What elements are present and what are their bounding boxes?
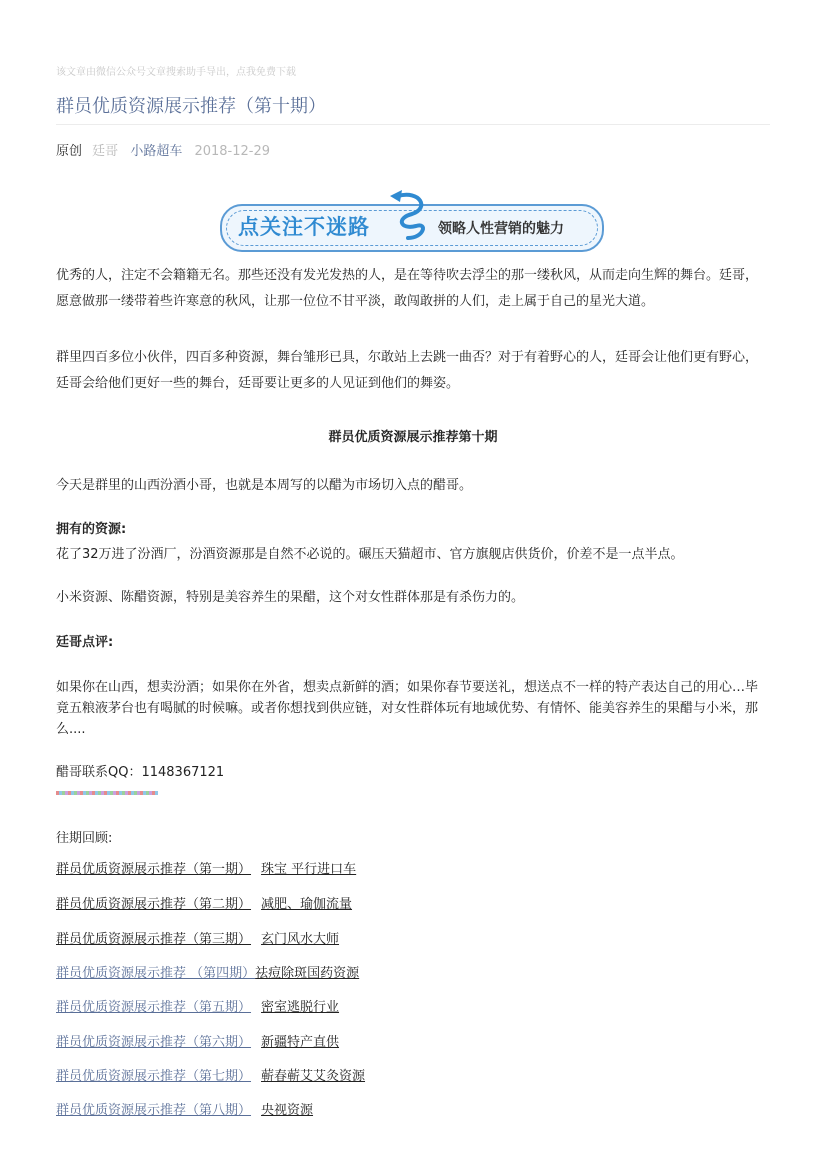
past-issue-series[interactable]: 群员优质资源展示推荐（第六期） bbox=[56, 1035, 252, 1050]
past-issue-series[interactable]: 群员优质资源展示推荐 （第四期） bbox=[56, 966, 256, 981]
paragraph-intro-2: 群里四百多位小伙伴，四百多种资源，舞台雏形已具，尔敢站上去跳一曲否？对于有着野心的人，廷哥会让他们更有野心，廷哥会给他们更好一些的舞台，廷哥要让更多的人见证到他们的舞姿。 bbox=[56, 350, 759, 391]
past-issue-topic[interactable]: 珠宝 平行进口车 bbox=[261, 862, 357, 877]
past-issue-topic[interactable]: 央视资源 bbox=[261, 1103, 314, 1118]
past-issue-topic[interactable]: 蕲春蕲艾艾灸资源 bbox=[261, 1069, 366, 1084]
past-issue-topic[interactable]: 玄门风水大师 bbox=[261, 932, 340, 947]
contact-qq: 醋哥联系QQ：1148367121 bbox=[56, 765, 225, 780]
past-issue-topic[interactable]: 新疆特产直供 bbox=[261, 1035, 340, 1050]
account-link[interactable]: 小路超车 bbox=[130, 144, 183, 159]
comment-text: 如果你在山西，想卖汾酒；如果你在外省，想卖点新鲜的酒；如果你春节要送礼，想送点不一样的特产表达自己的用心…毕竟五粮液茅台也有喝腻的时候嘛。或者你想找到供应链，对女性群体玩有地域优势、有情怀、能美容养生的果醋与小米，那么.... bbox=[56, 680, 759, 737]
past-issues-label: 往期回顾: bbox=[56, 831, 113, 846]
article-meta bbox=[56, 140, 270, 159]
past-issue-link[interactable] bbox=[56, 1033, 339, 1053]
past-issue-series[interactable]: 群员优质资源展示推荐（第二期） bbox=[56, 897, 252, 912]
paragraph-today: 今天是群里的山西汾酒小哥，也就是本周写的以醋为市场切入点的醋哥。 bbox=[56, 478, 473, 493]
past-issue-series[interactable]: 群员优质资源展示推荐（第三期） bbox=[56, 932, 252, 947]
paragraph-intro-1: 优秀的人，注定不会籍籍无名。那些还没有发光发热的人，是在等待吹去浮尘的那一缕秋风，从而走向生辉的舞台。廷哥，愿意做那一缕带着些许寒意的秋风，让那一位位不甘平淡，敢闯敢拼的人们，走上属于自己的星光大道。 bbox=[56, 268, 759, 309]
past-issue-topic[interactable]: 祛痘除斑国药资源 bbox=[255, 966, 360, 981]
past-issue-series[interactable]: 群员优质资源展示推荐（第一期） bbox=[56, 862, 252, 877]
resources-text-2: 小米资源、陈醋资源，特别是美容养生的果醋，这个对女性群体那是有杀伤力的。 bbox=[56, 590, 525, 605]
past-issue-link[interactable] bbox=[56, 998, 339, 1018]
export-notice-link[interactable]: 该文章由微信公众号文章搜索助手导出，点我免费下载 bbox=[56, 67, 296, 78]
past-issue-link[interactable] bbox=[56, 895, 352, 915]
publish-date: 2018-12-29 bbox=[194, 144, 271, 159]
banner-follow-text: 点关注不迷路 bbox=[238, 215, 370, 239]
comment-heading: 廷哥点评: bbox=[56, 635, 114, 650]
past-issue-series[interactable]: 群员优质资源展示推荐（第七期） bbox=[56, 1069, 252, 1084]
past-issue-topic[interactable]: 减肥、瑜伽流量 bbox=[261, 897, 353, 912]
title-divider bbox=[56, 124, 770, 125]
past-issue-series[interactable]: 群员优质资源展示推荐（第八期） bbox=[56, 1103, 252, 1118]
resources-heading: 拥有的资源: bbox=[56, 522, 127, 537]
past-issue-series[interactable]: 群员优质资源展示推荐（第五期） bbox=[56, 1000, 252, 1015]
past-issue-link[interactable] bbox=[56, 964, 359, 984]
banner-tagline: 领略人性营销的魅力 bbox=[438, 221, 564, 237]
past-issue-link[interactable] bbox=[56, 860, 356, 880]
original-label: 原创 bbox=[56, 144, 83, 159]
follow-banner bbox=[220, 186, 604, 252]
section-heading: 群员优质资源展示推荐第十期 bbox=[328, 430, 498, 445]
past-issue-link[interactable] bbox=[56, 1067, 365, 1087]
past-issue-link[interactable] bbox=[56, 1101, 313, 1121]
decorative-divider bbox=[56, 791, 158, 795]
swirl-arrow-icon bbox=[380, 186, 436, 244]
resources-text-1: 花了32万进了汾酒厂，汾酒资源那是自然不必说的。碾压天猫超市、官方旗舰店供货价，价差不是一点半点。 bbox=[56, 547, 684, 562]
article-title: 群员优质资源展示推荐（第十期） bbox=[56, 96, 326, 117]
past-issue-topic[interactable]: 密室逃脱行业 bbox=[261, 1000, 340, 1015]
author-name: 廷哥 bbox=[92, 144, 119, 159]
past-issue-link[interactable] bbox=[56, 930, 339, 950]
